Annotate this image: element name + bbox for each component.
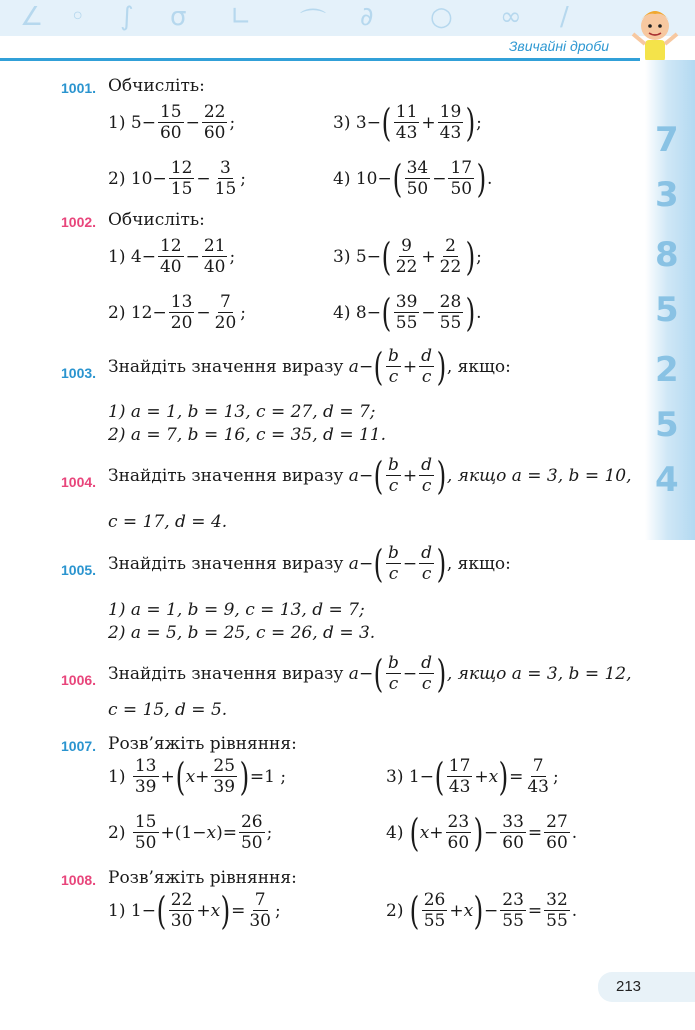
problem-1004-values: c = 17, d = 4. <box>108 512 228 532</box>
problem-text-1003: Знайдіть значення виразу a − ( $\frac{b}{c}$ + $\frac{d}{c}$ ) , якщо: <box>108 344 511 389</box>
equation-1007-3: 3) 1 − ( $\frac{17}{43}$ + x ) = $\frac{7}{43}$ ; <box>386 754 559 799</box>
problem-text-1007: Розв’яжіть рівняння: <box>108 734 297 754</box>
section-title: Звичайні дроби <box>508 38 609 54</box>
expr-1002-4: 4) 8 − ( $\frac{39}{55}$ − $\frac{28}{55}$ ) . <box>333 290 482 335</box>
equation-1008-2: 2) ( $\frac{26}{55}$ + x ) − $\frac{23}{55}$ = $\frac{32}{55}$ . <box>386 888 578 933</box>
decorative-side-strip: 7 3 8 5 2 5 4 <box>645 60 695 540</box>
expr-1001-4: 4) 10 − ( $\frac{34}{50}$ − $\frac{17}{50}$ ) . <box>333 156 493 201</box>
problem-1003-values-2: 2) a = 7, b = 16, c = 35, d = 11. <box>108 425 387 445</box>
problem-number-1007: 1007. <box>61 738 97 754</box>
problem-number-1008: 1008. <box>61 872 97 888</box>
problem-1005-values-1: 1) a = 1, b = 9, c = 13, d = 7; <box>108 600 365 620</box>
expr-1001-1: 1) 5 − $\frac{15}{60}$ − $\frac{22}{60}$ ; <box>108 102 236 143</box>
problem-text-1006: Знайдіть значення виразу a − ( $\frac{b}{c}$ − $\frac{d}{c}$ ) , якщо a = 3, b = 12, <box>108 651 632 696</box>
problem-number-1002: 1002. <box>61 214 97 230</box>
problem-text-1004: Знайдіть значення виразу a − ( $\frac{b}{c}$ + $\frac{d}{c}$ ) , якщо a = 3, b = 10, <box>108 453 632 498</box>
problem-1003-values-1: 1) a = 1, b = 13, c = 27, d = 7; <box>108 402 376 422</box>
problem-number-1001: 1001. <box>61 80 97 96</box>
problem-number-1004: 1004. <box>61 474 97 490</box>
equation-1007-2: 2) $\frac{15}{50}$ + ( 1 − x ) = $\frac{26}{50}$ ; <box>108 812 273 853</box>
page-number: 213 <box>598 972 695 1002</box>
equation-1008-1: 1) 1 − ( $\frac{22}{30}$ + x ) = $\frac{7}{30}$ ; <box>108 888 281 933</box>
equation-1007-1: 1) $\frac{13}{39}$ + ( x + $\frac{25}{39}$ ) = 1 ; <box>108 754 287 799</box>
expr-1001-3: 3) 3 − ( $\frac{11}{43}$ + $\frac{19}{43}$ ) ; <box>333 100 482 145</box>
problem-number-1006: 1006. <box>61 672 97 688</box>
expr-1002-3: 3) 5 − ( $\frac{9}{22}$ + $\frac{2}{22}$ ) ; <box>333 234 482 279</box>
problem-text-1008: Розв’яжіть рівняння: <box>108 868 297 888</box>
problem-1005-values-2: 2) a = 5, b = 25, c = 26, d = 3. <box>108 623 376 643</box>
expr-1002-2: 2) 12 − $\frac{13}{20}$ − $\frac{7}{20}$ ; <box>108 292 247 333</box>
problem-text-1001: Обчисліть: <box>108 76 205 96</box>
problem-number-1003: 1003. <box>61 365 97 381</box>
expr-1002-1: 1) 4 − $\frac{12}{40}$ − $\frac{21}{40}$ ; <box>108 236 236 277</box>
problem-1006-values: c = 15, d = 5. <box>108 700 228 720</box>
equation-1007-4: 4) ( x + $\frac{23}{60}$ ) − $\frac{33}{60}$ = $\frac{27}{60}$ . <box>386 810 578 855</box>
expr-1001-2: 2) 10 − $\frac{12}{15}$ − $\frac{3}{15}$ ; <box>108 158 247 199</box>
problem-text-1002: Обчисліть: <box>108 210 205 230</box>
problem-number-1005: 1005. <box>61 562 97 578</box>
decorative-header-band: ∠ ◦ ∫ σ ∟ ⌒ ∂ ○ ∞ ∕ <box>0 0 695 36</box>
problem-text-1005: Знайдіть значення виразу a − ( $\frac{b}{c}$ − $\frac{d}{c}$ ) , якщо: <box>108 541 511 586</box>
